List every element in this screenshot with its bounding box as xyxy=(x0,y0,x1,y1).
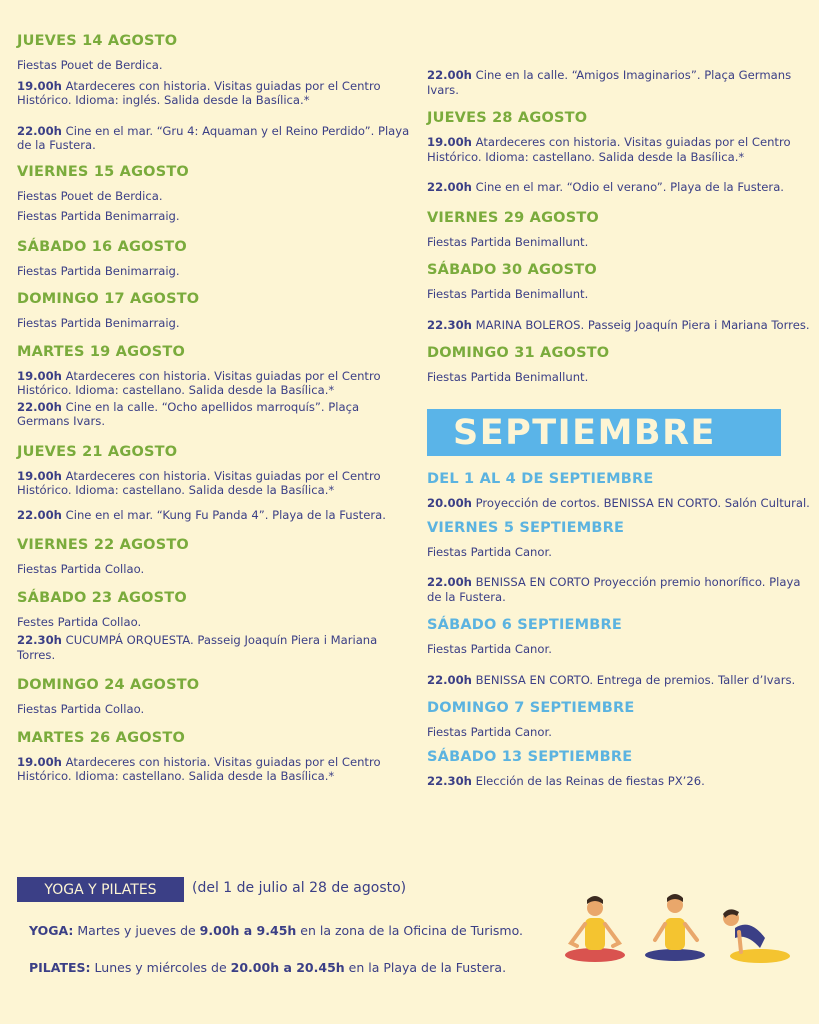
event-text: Atardeceres con historia. Visitas guiadas por el Centro Histórico. Idioma: castellano. Salida desde la Basílica.* xyxy=(17,368,381,397)
event-text: Fiestas Partida Benimallunt. xyxy=(427,370,589,384)
day-block-viernes-15-agosto xyxy=(17,163,412,224)
event-item xyxy=(17,633,412,662)
day-block-jueves-14-agosto xyxy=(17,32,412,153)
event-text: MARINA BOLEROS. Passeig Joaquín Piera i Mariana Torres. xyxy=(471,317,810,332)
event-time: 22.00h xyxy=(17,399,62,414)
event-text: Cine en el mar. “Gru 4: Aquaman y el Reino Perdido”. Playa de la Fustera. xyxy=(17,123,410,152)
day-block-domingo-7-septiembre xyxy=(427,699,812,740)
day-heading: DOMINGO 24 AGOSTO xyxy=(17,677,200,693)
event-item xyxy=(17,615,412,630)
day-heading: SÁBADO 16 AGOSTO xyxy=(17,238,187,255)
day-heading: VIERNES 22 AGOSTO xyxy=(17,537,189,553)
event-item xyxy=(17,469,412,498)
event-item xyxy=(427,68,812,97)
event-item xyxy=(427,725,812,740)
event-item xyxy=(17,400,412,429)
event-text: CUCUMPÁ ORQUESTA. Passeig Joaquín Piera i Mariana Torres. xyxy=(17,633,378,662)
day-heading: JUEVES 28 AGOSTO xyxy=(427,110,588,126)
event-text: Fiestas Partida Benimallunt. xyxy=(427,287,589,301)
day-block-jueves-21-agosto xyxy=(17,443,412,523)
event-item xyxy=(427,370,812,385)
day-block-sabado-6-septiembre xyxy=(427,616,812,687)
pilates-text-1: Lunes y miércoles de xyxy=(90,960,231,975)
pilates-time: 20.00h a 20.45h xyxy=(230,960,345,975)
event-item xyxy=(427,575,812,604)
yoga-pilates-dates: (del 1 de julio al 28 de agosto) xyxy=(192,880,407,896)
day-heading: JUEVES 21 AGOSTO xyxy=(17,443,178,460)
event-text: Elección de las Reinas de fiestas PX’26. xyxy=(471,773,705,788)
event-item xyxy=(427,496,812,511)
event-time: 22.30h xyxy=(427,317,472,332)
day-block-domingo-24-agosto xyxy=(17,676,412,717)
event-text: Atardeceres con historia. Visitas guiadas por el Centro Histórico. Idioma: castellano. Salida desde la Basílica.* xyxy=(17,468,381,497)
day-heading: DOMINGO 7 SEPTIEMBRE xyxy=(427,700,635,716)
event-text: Fiestas Partida Benimarraig. xyxy=(17,263,180,278)
day-heading: VIERNES 15 AGOSTO xyxy=(17,163,189,180)
event-item xyxy=(427,318,812,333)
event-time: 22.00h xyxy=(427,575,472,589)
event-time: 19.00h xyxy=(17,754,62,769)
event-item xyxy=(17,124,412,153)
event-time: 19.00h xyxy=(427,135,472,149)
meditating-figure-icon xyxy=(565,896,625,962)
day-heading: DOMINGO 31 AGOSTO xyxy=(427,345,610,361)
event-text: Fiestas Partida Collao. xyxy=(17,562,145,576)
event-time: 22.30h xyxy=(17,633,62,647)
day-heading: MARTES 19 AGOSTO xyxy=(17,343,185,360)
event-text: Fiestas Partida Canor. xyxy=(427,725,552,739)
yoga-label: YOGA: xyxy=(29,923,74,938)
day-block-sabado-13-septiembre xyxy=(427,748,812,789)
stretching-figure-icon xyxy=(645,894,705,961)
day-heading: SÁBADO 13 SEPTIEMBRE xyxy=(427,748,633,765)
day-block-martes-19-agosto xyxy=(17,343,412,429)
event-item xyxy=(17,562,412,577)
event-item xyxy=(17,508,412,523)
event-text: Cine en la calle. “Ocho apellidos marroquís”. Plaça Germans Ivars. xyxy=(17,399,360,428)
day-heading: MARTES 26 AGOSTO xyxy=(17,729,185,746)
event-item xyxy=(427,774,812,789)
event-time: 22.00h xyxy=(427,180,472,194)
august-schedule-left xyxy=(17,32,412,794)
day-block-jueves-28-agosto xyxy=(427,109,812,195)
event-item xyxy=(427,235,812,250)
august-schedule-right xyxy=(427,68,812,391)
day-heading: DOMINGO 17 AGOSTO xyxy=(17,291,200,307)
event-item xyxy=(17,702,412,717)
day-heading: JUEVES 14 AGOSTO xyxy=(17,33,178,49)
event-item xyxy=(427,287,812,302)
day-block-del-1-al-4-de-septiembre xyxy=(427,470,812,511)
pilates-label: PILATES: xyxy=(29,960,91,975)
day-block-viernes-22-agosto xyxy=(17,536,412,577)
event-time: 22.00h xyxy=(427,68,472,82)
event-text: Fiestas Partida Canor. xyxy=(427,642,552,656)
event-item xyxy=(17,369,412,398)
event-time: 22.30h xyxy=(427,773,472,788)
event-text: Fiestas Pouet de Berdica. xyxy=(17,188,163,203)
event-text: Fiestas Partida Benimallunt. xyxy=(427,234,589,249)
september-schedule xyxy=(427,470,812,788)
yoga-time: 9.00h a 9.45h xyxy=(199,923,297,938)
event-item xyxy=(17,209,412,224)
event-time: 22.00h xyxy=(427,672,472,687)
event-text: Fiestas Partida Benimarraig. xyxy=(17,316,180,330)
event-time: 19.00h xyxy=(17,78,62,93)
event-text: Atardeceres con historia. Visitas guiadas por el Centro Histórico. Idioma: castellano. Salida desde la Basílica.* xyxy=(427,135,791,164)
day-heading: DEL 1 AL 4 DE SEPTIEMBRE xyxy=(427,471,654,487)
event-item xyxy=(17,264,412,279)
yoga-text-2: en la zona de la Oficina de Turismo. xyxy=(296,923,524,938)
day-block-viernes-5-septiembre xyxy=(427,519,812,605)
day-block-sabado-23-agosto xyxy=(17,589,412,663)
event-time: 22.00h xyxy=(17,123,62,138)
event-text: Festes Partida Collao. xyxy=(17,614,142,629)
pilates-text-2: en la Playa de la Fustera. xyxy=(344,960,507,975)
event-item xyxy=(17,755,412,784)
yoga-figures-illustration xyxy=(555,888,795,968)
september-banner: SEPTIEMBRE xyxy=(427,409,781,456)
event-time: 19.00h xyxy=(17,368,62,383)
event-item xyxy=(427,545,812,560)
event-item xyxy=(17,79,412,108)
event-item xyxy=(17,316,412,331)
event-text: Fiestas Partida Benimarraig. xyxy=(17,209,180,223)
event-text: Fiestas Pouet de Berdica. xyxy=(17,58,163,72)
event-text: Proyección de cortos. BENISSA EN CORTO. Salón Cultural. xyxy=(471,496,810,510)
event-item xyxy=(427,642,812,657)
event-text: Fiestas Partida Collao. xyxy=(17,702,145,716)
event-time: 19.00h xyxy=(17,468,62,483)
event-time: 22.00h xyxy=(17,507,62,522)
day-block-martes-26-agosto xyxy=(17,729,412,784)
event-item xyxy=(17,189,412,204)
event-text: BENISSA EN CORTO. Entrega de premios. Taller d’Ivars. xyxy=(471,672,796,687)
day-block-viernes-29-agosto xyxy=(427,209,812,250)
event-text: Cine en el mar. “Odio el verano”. Playa de la Fustera. xyxy=(471,180,784,194)
day-heading: VIERNES 5 SEPTIEMBRE xyxy=(427,519,625,536)
event-text: BENISSA EN CORTO Proyección premio honorífico. Playa de la Fustera. xyxy=(427,575,801,604)
day-heading: SÁBADO 23 AGOSTO xyxy=(17,589,187,606)
day-block xyxy=(427,68,812,97)
event-text: Cine en la calle. “Amigos Imaginarios”. Plaça Germans Ivars. xyxy=(427,68,792,97)
yoga-text-1: Martes y jueves de xyxy=(73,923,200,938)
day-block-domingo-31-agosto xyxy=(427,344,812,385)
event-item xyxy=(427,135,812,164)
day-block-domingo-17-agosto xyxy=(17,290,412,331)
day-heading: SÁBADO 6 SEPTIEMBRE xyxy=(427,617,623,633)
day-block-sabado-16-agosto xyxy=(17,238,412,279)
event-text: Fiestas Partida Canor. xyxy=(427,544,552,559)
day-block-sabado-30-agosto xyxy=(427,261,812,332)
event-item xyxy=(427,673,812,688)
day-heading: VIERNES 29 AGOSTO xyxy=(427,209,599,226)
day-heading: SÁBADO 30 AGOSTO xyxy=(427,262,597,278)
event-item xyxy=(17,58,412,73)
pilates-schedule xyxy=(29,960,506,975)
event-time: 20.00h xyxy=(427,496,472,510)
event-text: Atardeceres con historia. Visitas guiadas por el Centro Histórico. Idioma: castellano. Salida desde la Basílica.* xyxy=(17,754,381,783)
cobra-pose-figure-icon xyxy=(723,909,790,963)
event-text: Cine en el mar. “Kung Fu Panda 4”. Playa de la Fustera. xyxy=(61,507,386,522)
event-text: Atardeceres con historia. Visitas guiadas por el Centro Histórico. Idioma: inglés. Salida desde la Basílica.* xyxy=(17,78,381,107)
yoga-schedule xyxy=(29,923,523,938)
yoga-pilates-banner: YOGA Y PILATES xyxy=(17,877,184,902)
event-item xyxy=(427,180,812,195)
